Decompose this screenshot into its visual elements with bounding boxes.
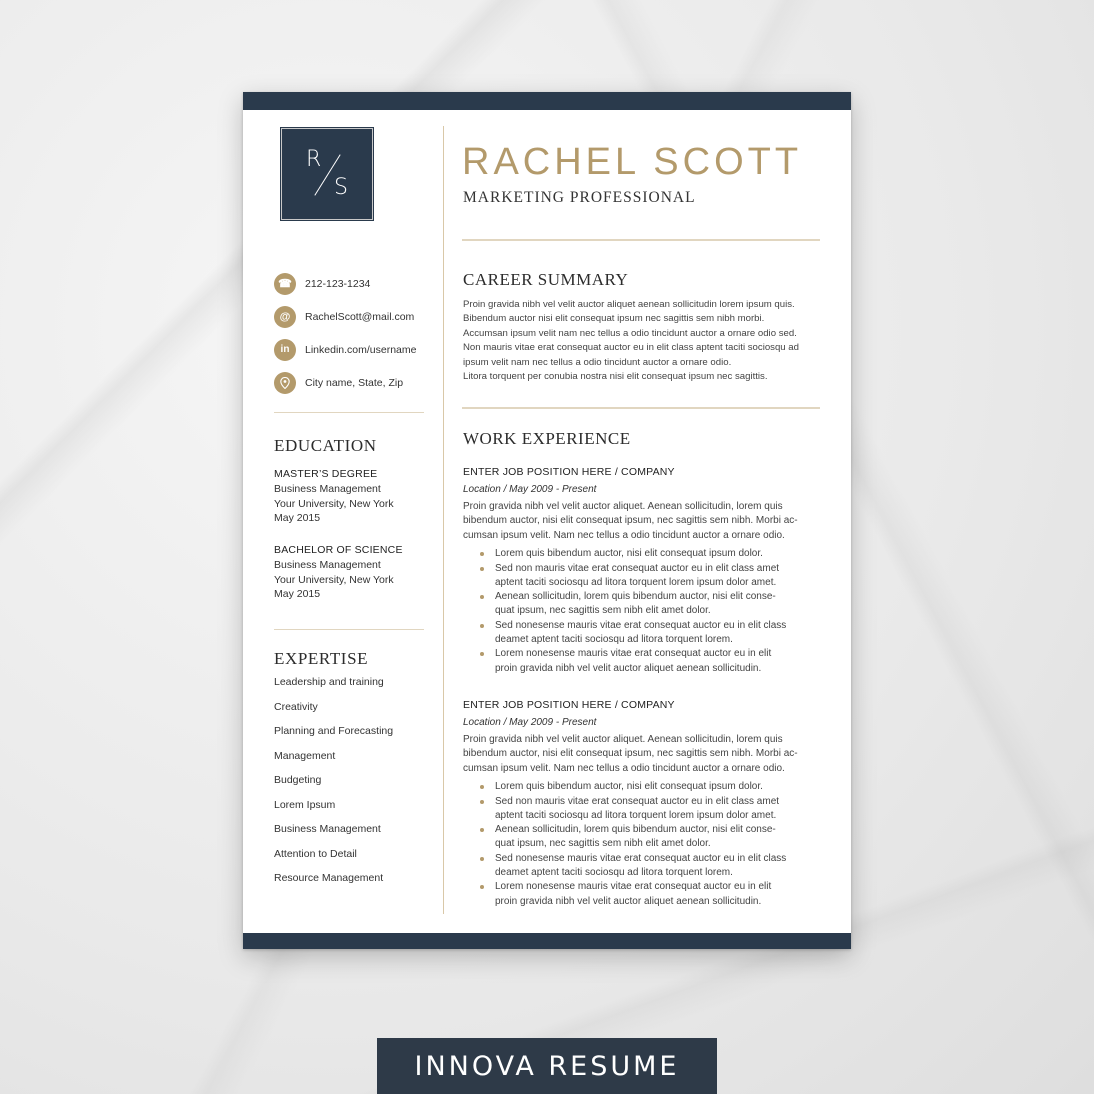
candidate-title: MARKETING PROFESSIONAL — [463, 189, 696, 206]
top-band — [243, 92, 851, 110]
expertise-item: Leadership and training — [274, 676, 384, 688]
desc-line: cumsan ipsum velit. Nam nec tellus a odio tincidunt auctor a ornare odio. — [463, 762, 785, 774]
bullet-item — [463, 590, 813, 619]
candidate-name: RACHEL SCOTT — [462, 141, 803, 183]
bullet-line: proin gravida nibh vel velit auctor aliquet aenean sollicitudin. — [495, 895, 762, 907]
desc-line: bibendum auctor, nisi elit consequat ipsum, nec sagittis sem nibh. Morbi ac- — [463, 748, 798, 760]
bullet-line: Lorem nonesense mauris vitae erat consequat auctor eu in elit — [495, 648, 772, 660]
contact-linkedin — [274, 333, 434, 366]
bullet-line: Sed nonesense mauris vitae erat consequat auctor eu in elit class — [495, 619, 787, 631]
bullet-line: Aenean sollicitudin, lorem quis bibendum auctor, nisi elit conse- — [495, 824, 776, 836]
expertise-item: Attention to Detail — [274, 847, 357, 860]
bullet-line: deamet aptent taciti sociosqu ad litora torquent lorem. — [495, 867, 733, 878]
summary-line: Proin gravida nibh vel velit auctor aliquet aenean sollicitudin lorem ipsum quis. — [463, 299, 795, 310]
job-description — [463, 733, 813, 776]
degree-date: May 2015 — [274, 512, 321, 524]
bullet-line: aptent taciti sociosqu ad litora torquent lorem ipsum dolor amet. — [495, 576, 777, 588]
summary-line: Accumsan ipsum velit nam nec tellus a odio tincidunt auctor a ornare odio sed. — [463, 327, 797, 339]
expertise-item: Budgeting — [274, 774, 322, 786]
work-experience-heading: WORK EXPERIENCE — [463, 429, 631, 448]
bullet-item — [463, 823, 813, 852]
bullet-dot-icon — [480, 885, 484, 889]
bullet-dot-icon — [480, 800, 484, 804]
column-divider — [443, 126, 444, 914]
job-bullets — [463, 547, 813, 676]
contact-phone — [274, 267, 434, 300]
degree-school: Your University, New York — [274, 573, 394, 586]
monogram-second-letter: S — [334, 175, 348, 200]
bullet-line: Sed nonesense mauris vitae erat consequat auctor eu in elit class — [495, 852, 787, 864]
summary-line: Litora torquent per conubia nostra nisi elit consequat ipsum nec sagittis. — [463, 371, 768, 383]
bullet-item — [463, 547, 813, 561]
bullet-dot-icon — [480, 567, 484, 571]
bullet-line: Sed non mauris vitae erat consequat auctor eu in elit class amet — [495, 562, 780, 574]
desc-line: cumsan ipsum velit. Nam nec tellus a odio tincidunt auctor a ornare odio. — [463, 529, 785, 541]
location-pin-icon — [274, 372, 296, 394]
bullet-item — [463, 562, 813, 591]
bullet-item — [463, 647, 813, 676]
bullet-item — [463, 880, 813, 909]
bullet-line: Lorem nonesense mauris vitae erat consequat auctor eu in elit — [495, 881, 772, 893]
bullet-dot-icon — [480, 652, 484, 656]
career-summary-text — [463, 298, 813, 384]
job-location: Location / May 2009 - Present — [463, 484, 597, 495]
degree: MASTER’S DEGREE — [274, 468, 378, 480]
summary-line: Bibendum auctor nisi elit consequat ipsum nec sagittis sem nibh morbi. — [463, 313, 765, 325]
job-position: ENTER JOB POSITION HERE / COMPANY — [463, 699, 675, 711]
bullet-line: Aenean sollicitudin, lorem quis bibendum auctor, nisi elit conse- — [495, 591, 776, 603]
bottom-band — [243, 933, 851, 949]
at-icon: @ — [274, 306, 296, 328]
brand-banner: INNOVA RESUME — [377, 1038, 717, 1094]
contact-text: City name, State, Zip — [305, 376, 404, 389]
expertise-item: Lorem Ipsum — [274, 798, 336, 811]
bullet-line: Sed non mauris vitae erat consequat auctor eu in elit class amet — [495, 795, 780, 807]
phone-icon: ☎ — [274, 273, 296, 295]
expertise-item: Creativity — [274, 700, 318, 713]
bullet-line: proin gravida nibh vel velit auctor aliquet aenean sollicitudin. — [495, 662, 762, 674]
bullet-line: deamet aptent taciti sociosqu ad litora torquent lorem. — [495, 634, 733, 645]
degree-field: Business Management — [274, 559, 381, 571]
left-divider — [274, 412, 424, 413]
bullet-dot-icon — [480, 624, 484, 628]
bullet-item — [463, 619, 813, 648]
bullet-line: aptent taciti sociosqu ad litora torquent lorem ipsum dolor amet. — [495, 809, 777, 821]
contact-text: 212-123-1234 — [305, 277, 371, 290]
expertise-heading: EXPERTISE — [274, 649, 369, 668]
bullet-dot-icon — [480, 595, 484, 599]
bullet-dot-icon — [480, 828, 484, 832]
expertise-item: Business Management — [274, 823, 381, 835]
bullet-dot-icon — [480, 552, 484, 556]
job-entry — [463, 698, 813, 909]
contact-text: RachelScott@mail.com — [305, 310, 415, 323]
monogram-first-letter: R — [306, 147, 322, 172]
education-entry — [274, 467, 434, 526]
job-description — [463, 500, 813, 543]
contact-list — [274, 267, 434, 399]
job-position: ENTER JOB POSITION HERE / COMPANY — [463, 466, 675, 478]
degree-school: Your University, New York — [274, 497, 394, 510]
desc-line: Proin gravida nibh vel velit auctor aliquet. Aenean sollicitudin, lorem quis — [463, 734, 783, 745]
left-divider — [274, 629, 424, 630]
bullet-dot-icon — [480, 857, 484, 861]
degree: BACHELOR OF SCIENCE — [274, 544, 403, 556]
monogram-logo — [281, 128, 373, 220]
expertise-item: Management — [274, 749, 336, 762]
job-location: Location / May 2009 - Present — [463, 717, 597, 728]
contact-location — [274, 366, 434, 399]
desc-line: bibendum auctor, nisi elit consequat ipsum, nec sagittis sem nibh. Morbi ac- — [463, 515, 798, 527]
summary-line: Non mauris vitae erat consequat auctor eu in elit class aptent taciti sociosqu ad — [463, 342, 799, 354]
education-entry — [274, 543, 434, 602]
bullet-item — [463, 852, 813, 881]
desc-line: Proin gravida nibh vel velit auctor aliquet. Aenean sollicitudin, lorem quis — [463, 501, 783, 512]
right-divider — [462, 239, 820, 241]
education-heading: EDUCATION — [274, 436, 377, 455]
bullet-item — [463, 780, 813, 794]
expertise-item: Resource Management — [274, 872, 384, 884]
bullet-line: Lorem quis bibendum auctor, nisi elit consequat ipsum dolor. — [495, 781, 763, 793]
bullet-item — [463, 795, 813, 824]
linkedin-icon: in — [274, 339, 296, 361]
degree-date: May 2015 — [274, 588, 321, 600]
expertise-list — [274, 675, 434, 896]
summary-line: ipsum velit nam nec tellus a odio tincidunt auctor a ornare odio. — [463, 356, 732, 368]
job-entry — [463, 465, 813, 676]
bullet-line: Lorem quis bibendum auctor, nisi elit consequat ipsum dolor. — [495, 548, 763, 560]
job-bullets — [463, 780, 813, 909]
resume-page — [243, 92, 851, 949]
career-summary-heading: CAREER SUMMARY — [463, 270, 629, 289]
right-divider — [462, 407, 820, 409]
contact-text: Linkedin.com/username — [305, 343, 417, 356]
bullet-line: quat ipsum, nec sagittis sem nibh elit amet dolor. — [495, 605, 711, 617]
degree-field: Business Management — [274, 483, 381, 495]
bullet-dot-icon — [480, 785, 484, 789]
bullet-line: quat ipsum, nec sagittis sem nibh elit amet dolor. — [495, 838, 711, 850]
contact-email — [274, 300, 434, 333]
expertise-item: Planning and Forecasting — [274, 725, 394, 737]
